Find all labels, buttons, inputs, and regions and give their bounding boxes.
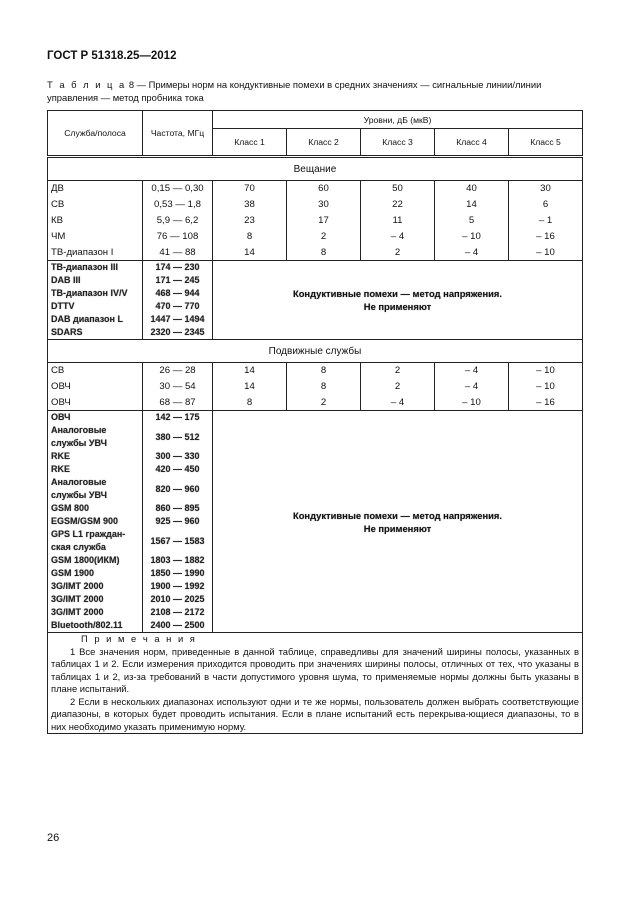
not-applicable-line: Кондуктивные помехи — метод напряжения. — [292, 288, 503, 299]
frequency-cell: 1803 — 1882 — [143, 554, 213, 567]
service-cell: Bluetooth/802.11 — [48, 619, 143, 633]
frequency-cell: 41 — 88 — [143, 245, 213, 261]
frequency-cell: 30 — 54 — [143, 379, 213, 395]
not-applicable-line: Кондуктивные помехи — метод напряжения. — [292, 509, 503, 521]
service-cell: Аналоговые службы УВЧ — [48, 476, 143, 502]
level-cell: 6 — [509, 197, 583, 213]
level-cell: 70 — [213, 181, 287, 197]
service-cell: GSM 800 — [48, 502, 143, 515]
level-cell: 8 — [213, 229, 287, 245]
service-cell: DAB III — [48, 274, 143, 287]
service-cell: ОВЧ — [48, 395, 143, 411]
frequency-cell: 2320 — 2345 — [143, 326, 213, 340]
frequency-cell: 142 — 175 — [143, 411, 213, 425]
level-cell: 38 — [213, 197, 287, 213]
not-applicable-line: Не применяют — [363, 301, 432, 312]
not-applicable-note — [213, 411, 583, 633]
service-cell: Аналоговые службы УВЧ — [48, 424, 143, 450]
frequency-cell: 2010 — 2025 — [143, 593, 213, 606]
level-cell: 30 — [509, 181, 583, 197]
notes-row — [48, 633, 583, 734]
notes-title: П р и м е ч а н и я — [81, 633, 197, 644]
frequency-cell: 2400 — 2500 — [143, 619, 213, 633]
frequency-cell: 76 — 108 — [143, 229, 213, 245]
limits-table — [47, 110, 583, 734]
service-cell: СВ — [48, 197, 143, 213]
frequency-cell: 860 — 895 — [143, 502, 213, 515]
note-2: 2 Если в нескольких диапазонах используют одни и те же нормы, пользователь должен выбрать соответствующие диапазоны, в которых будет проводить испытания. Если в плане испытаний есть перекрыва-ющиеся диапазоны, то в них необходимо указать применимую норму. — [51, 695, 579, 732]
level-cell: – 10 — [509, 379, 583, 395]
not-applicable-line: Не применяют — [363, 522, 432, 534]
frequency-cell: 68 — 87 — [143, 395, 213, 411]
frequency-cell: 420 — 450 — [143, 463, 213, 476]
level-cell: 14 — [213, 363, 287, 379]
frequency-cell: 470 — 770 — [143, 300, 213, 313]
frequency-cell: 1850 — 1990 — [143, 567, 213, 580]
service-cell: СВ — [48, 363, 143, 379]
service-cell: GPS L1 граждан-ская служба — [48, 528, 143, 554]
note-1: 1 Все значения норм, приведенные в данной таблице, справедливы для значений ширины полосы, указанных в таблицах 1 и 2. Если измерения приходится проводить при значениях ширины полосы, отличных от тех, что указаны в таблицах 1 и 2, из-за требований в части допустимого уровня шума, то применяемые нормы должны быть указаны в плане испытаний. — [51, 645, 579, 694]
table-row — [48, 213, 583, 229]
frequency-cell: 0,53 — 1,8 — [143, 197, 213, 213]
frequency-cell: 1567 — 1583 — [143, 528, 213, 554]
level-cell: – 10 — [509, 245, 583, 261]
table-row — [48, 379, 583, 395]
level-cell: – 4 — [435, 379, 509, 395]
service-cell: GSM 1900 — [48, 567, 143, 580]
service-cell: ОВЧ — [48, 411, 143, 425]
frequency-cell: 468 — 944 — [143, 287, 213, 300]
header-class-2: Класс 2 — [287, 129, 361, 157]
frequency-cell: 820 — 960 — [143, 476, 213, 502]
level-cell: 50 — [361, 181, 435, 197]
frequency-cell: 380 — 512 — [143, 424, 213, 450]
header-levels: Уровни, дБ (мкВ) — [213, 111, 583, 129]
level-cell: 30 — [287, 197, 361, 213]
not-applicable-note — [213, 261, 583, 340]
service-cell: ТВ-диапазон III — [48, 261, 143, 275]
header-class-3: Класс 3 — [361, 129, 435, 157]
service-cell: RKE — [48, 463, 143, 476]
level-cell: – 4 — [361, 229, 435, 245]
header-class-5: Класс 5 — [509, 129, 583, 157]
frequency-cell: 174 — 230 — [143, 261, 213, 275]
section-title-broadcast: Вещание — [48, 157, 583, 181]
level-cell: 14 — [213, 379, 287, 395]
level-cell: 8 — [287, 379, 361, 395]
header-class-4: Класс 4 — [435, 129, 509, 157]
level-cell: – 16 — [509, 395, 583, 411]
service-cell: ТВ-диапазон I — [48, 245, 143, 261]
frequency-cell: 171 — 245 — [143, 274, 213, 287]
service-cell: DAB диапазон L — [48, 313, 143, 326]
frequency-cell: 1900 — 1992 — [143, 580, 213, 593]
service-cell: SDARS — [48, 326, 143, 340]
service-cell: ДВ — [48, 181, 143, 197]
level-cell: 23 — [213, 213, 287, 229]
frequency-cell: 300 — 330 — [143, 450, 213, 463]
caption-text: 8 — Примеры норм на кондуктивные помехи в средних значениях — сигнальные линии/линии управления — метод пробника тока — [47, 79, 542, 103]
level-cell: 14 — [435, 197, 509, 213]
service-cell: ЧМ — [48, 229, 143, 245]
level-cell: 2 — [361, 245, 435, 261]
header-frequency: Частота, МГц — [143, 111, 213, 157]
table-row — [48, 395, 583, 411]
service-cell: RKE — [48, 450, 143, 463]
service-cell: ТВ-диапазон IV/V — [48, 287, 143, 300]
service-cell: GSM 1800(ИКМ) — [48, 554, 143, 567]
table-row — [48, 197, 583, 213]
frequency-cell: 925 — 960 — [143, 515, 213, 528]
level-cell: 8 — [287, 363, 361, 379]
frequency-cell: 2108 — 2172 — [143, 606, 213, 619]
header-class-1: Класс 1 — [213, 129, 287, 157]
table-caption — [47, 79, 577, 104]
level-cell: – 4 — [435, 245, 509, 261]
notes-block — [48, 633, 583, 734]
level-cell: 17 — [287, 213, 361, 229]
level-cell: – 4 — [435, 363, 509, 379]
level-cell: 2 — [287, 229, 361, 245]
level-cell: 2 — [361, 363, 435, 379]
service-cell: 3G/IMT 2000 — [48, 593, 143, 606]
caption-label: Т а б л и ц а — [47, 79, 127, 90]
service-cell: EGSM/GSM 900 — [48, 515, 143, 528]
level-cell: 11 — [361, 213, 435, 229]
table-row — [48, 229, 583, 245]
section-row — [48, 340, 583, 363]
level-cell: – 10 — [509, 363, 583, 379]
table-row — [48, 181, 583, 197]
header-service: Служба/полоса — [48, 111, 143, 157]
frequency-cell: 0,15 — 0,30 — [143, 181, 213, 197]
service-cell: 3G/IMT 2000 — [48, 580, 143, 593]
service-cell: 3G/IMT 2000 — [48, 606, 143, 619]
level-cell: 60 — [287, 181, 361, 197]
service-cell: КВ — [48, 213, 143, 229]
level-cell: 2 — [287, 395, 361, 411]
section-title-mobile: Подвижные службы — [48, 340, 583, 363]
level-cell: – 1 — [509, 213, 583, 229]
level-cell: 40 — [435, 181, 509, 197]
frequency-cell: 5,9 — 6,2 — [143, 213, 213, 229]
service-cell: ОВЧ — [48, 379, 143, 395]
table-row — [48, 245, 583, 261]
service-cell: DTTV — [48, 300, 143, 313]
document-header: ГОСТ Р 51318.25—2012 — [47, 50, 177, 62]
table-row — [48, 261, 583, 275]
level-cell: 8 — [213, 395, 287, 411]
frequency-cell: 1447 — 1494 — [143, 313, 213, 326]
frequency-cell: 26 — 28 — [143, 363, 213, 379]
level-cell: 8 — [287, 245, 361, 261]
level-cell: – 10 — [435, 395, 509, 411]
level-cell: – 16 — [509, 229, 583, 245]
level-cell: – 10 — [435, 229, 509, 245]
level-cell: 2 — [361, 379, 435, 395]
level-cell: – 4 — [361, 395, 435, 411]
page-number: 26 — [47, 832, 60, 844]
table-row — [48, 411, 583, 425]
table-row — [48, 363, 583, 379]
level-cell: 5 — [435, 213, 509, 229]
level-cell: 14 — [213, 245, 287, 261]
level-cell: 22 — [361, 197, 435, 213]
